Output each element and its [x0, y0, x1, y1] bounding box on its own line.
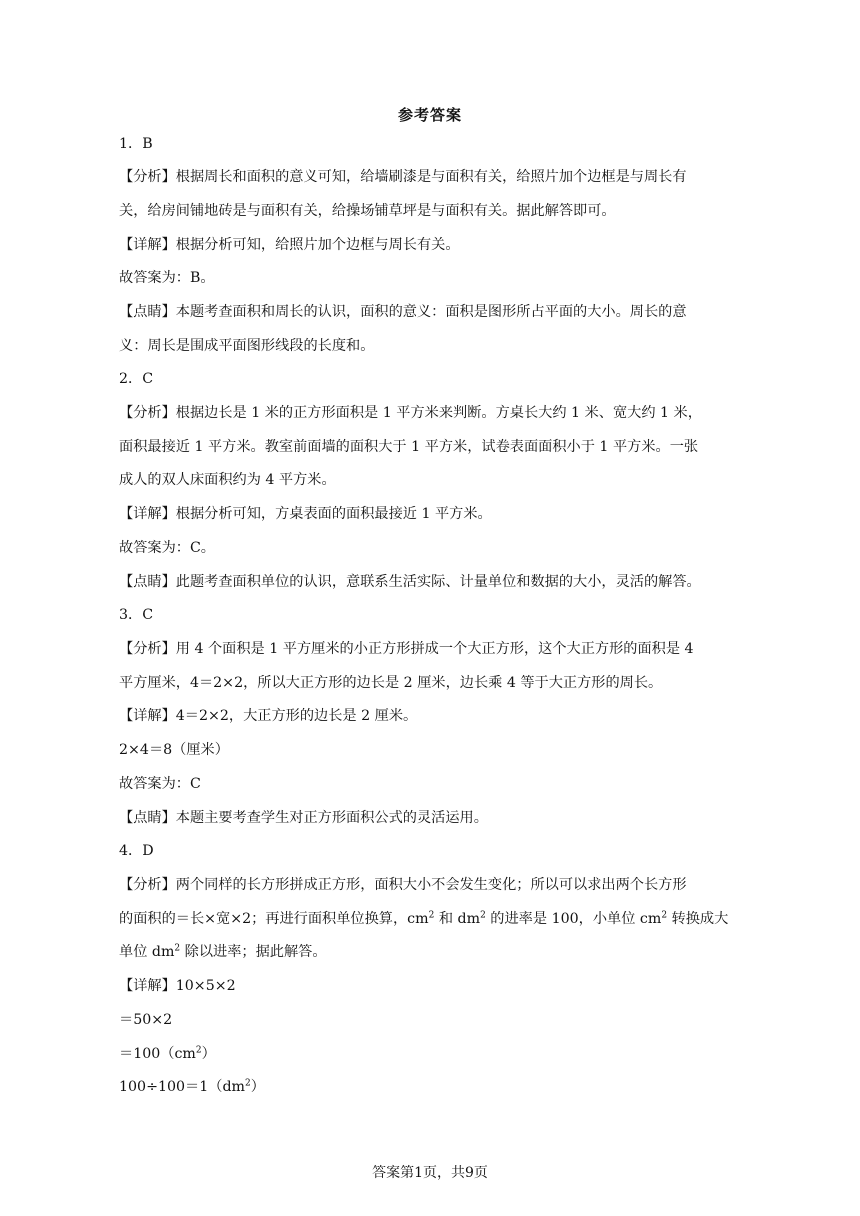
- q2-analysis-line1: 【分析】根据边长是 1 米的正方形面积是 1 平方米来判断。方桌长大约 1 米、宽大约 1 米，: [119, 405, 702, 421]
- q1-analysis-line2: 关，给房间铺地砖是与面积有关，给操场铺草坪是与面积有关。据此解答即可。: [119, 203, 616, 219]
- q4-step2-part1: ＝100（cm: [119, 1046, 196, 1062]
- q2-analysis-line3: 成人的双人床面积约为 4 平方米。: [119, 472, 336, 488]
- q2-comment: 【点睛】此题考查面积单位的认识，意联系生活实际、计量单位和数据的大小，灵活的解答。: [119, 574, 701, 590]
- q2-number: 2．C: [119, 371, 154, 387]
- q4-step3: [119, 1077, 731, 1097]
- q4-analysis-line1: 【分析】两个同样的长方形拼成正方形，面积大小不会发生变化；所以可以求出两个长方形: [119, 877, 687, 893]
- q4-analysis-line3-part2: 除以进率；据此解答。: [180, 944, 327, 960]
- page-title: 参考答案: [397, 106, 462, 124]
- q1-answer: 故答案为：B。: [119, 270, 215, 286]
- q1-analysis-line1: 【分析】根据周长和面积的意义可知，给墙刷漆是与面积有关，给照片加个边框是与周长有: [119, 169, 687, 185]
- q4-analysis-line2-part1: 的面积的＝长×宽×2；再进行面积单位换算，cm: [119, 911, 429, 927]
- superscript-2: 2: [195, 1045, 202, 1056]
- q4-analysis-line2-part2: 和 dm: [434, 911, 481, 927]
- q1-comment-line1: 【点睛】本题考查面积和周长的认识，面积的意义：面积是图形所占平面的大小。周长的意: [119, 304, 687, 320]
- q3-calc: 2×4＝8（厘米）: [119, 742, 229, 758]
- q4-analysis-line2-part4: 转换成大: [667, 911, 729, 927]
- q4-detail: 【详解】10×5×2: [119, 978, 236, 994]
- q3-analysis-line2: 平方厘米，4＝2×2，所以大正方形的边长是 2 厘米，边长乘 4 等于大正方形的周长。: [119, 675, 663, 691]
- q4-step2: [119, 1044, 731, 1064]
- q2-answer: 故答案为：C。: [119, 540, 215, 556]
- q4-analysis-line3: [119, 942, 731, 962]
- superscript-2: 2: [174, 943, 181, 954]
- q2-detail: 【详解】根据分析可知，方桌表面的面积最接近 1 平方米。: [119, 506, 492, 522]
- q4-step3-part1: 100÷100＝1（dm: [119, 1079, 245, 1095]
- q3-number: 3．C: [119, 607, 154, 623]
- q3-comment: 【点睛】本题主要考查学生对正方形面积公式的灵活运用。: [119, 810, 488, 826]
- q4-analysis-line2-part3: 的进率是 100，小单位 cm: [485, 911, 662, 927]
- q1-comment-line2: 义：周长是围成平面图形线段的长度和。: [119, 338, 375, 354]
- q3-analysis-line1: 【分析】用 4 个面积是 1 平方厘米的小正方形拼成一个大正方形，这个大正方形的面积是 4: [119, 641, 694, 657]
- q4-step2-part2: ）: [201, 1046, 216, 1062]
- q2-analysis-line2: 面积最接近 1 平方米。教室前面墙的面积大于 1 平方米，试卷表面面积小于 1 平方米。一张: [119, 439, 699, 455]
- superscript-2: 2: [661, 910, 668, 921]
- q1-number: 1．B: [119, 136, 153, 152]
- superscript-2: 2: [480, 910, 486, 921]
- q4-number: 4．D: [119, 843, 154, 859]
- page-footer: 答案第1页，共9页: [372, 1165, 488, 1181]
- superscript-2: 2: [428, 910, 435, 921]
- q3-detail: 【详解】4＝2×2，大正方形的边长是 2 厘米。: [119, 708, 418, 724]
- q4-analysis-line3-part1: 单位 dm: [119, 944, 175, 960]
- q3-answer: 故答案为：C: [119, 776, 201, 792]
- q1-detail: 【详解】根据分析可知，给照片加个边框与周长有关。: [119, 237, 460, 253]
- q4-step3-part2: ）: [250, 1079, 265, 1095]
- superscript-2: 2: [244, 1078, 251, 1089]
- q4-analysis-line2: [119, 909, 731, 929]
- q4-step1: ＝50×2: [119, 1012, 173, 1028]
